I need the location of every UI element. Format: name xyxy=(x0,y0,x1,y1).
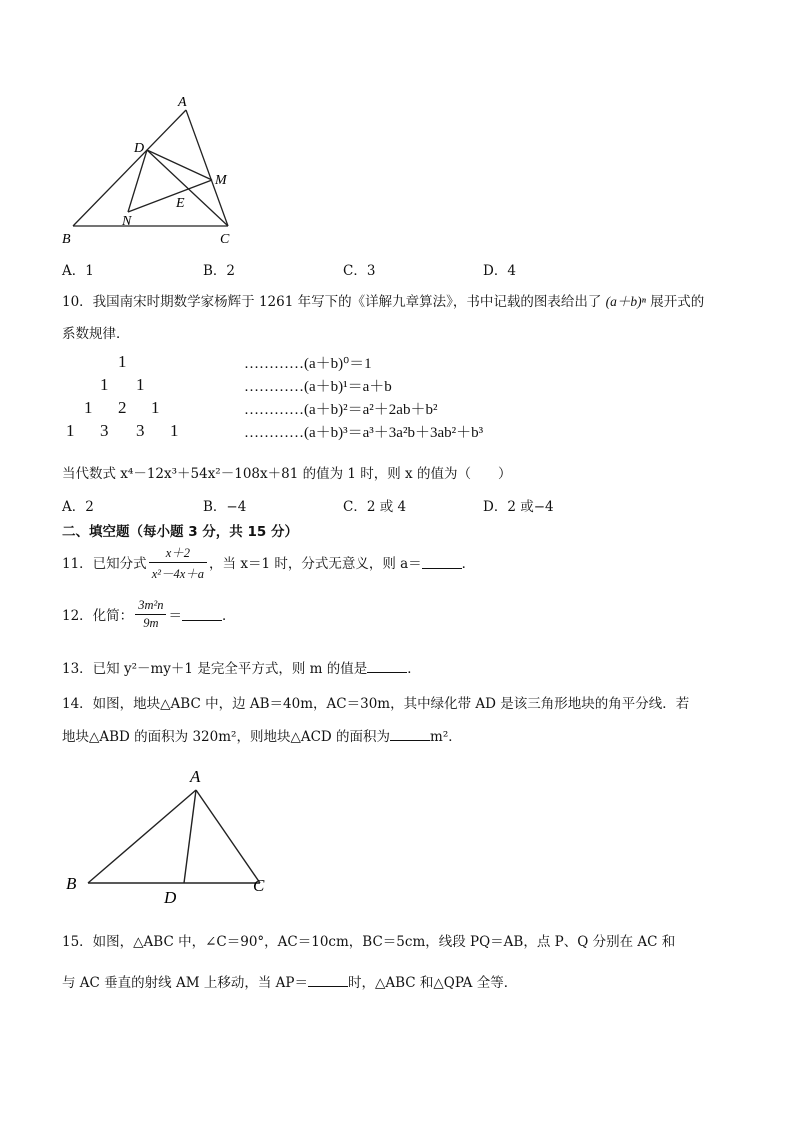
q13-answer-blank[interactable] xyxy=(367,660,407,673)
pascal-row3-col3: 1 xyxy=(170,421,179,440)
q13 xyxy=(62,657,421,677)
q11-answer-blank[interactable] xyxy=(422,556,462,569)
q10-stem-line2: 系数规律． xyxy=(62,326,130,342)
q12-end: ． xyxy=(221,608,236,624)
q10-stem-line1 xyxy=(62,290,704,310)
q9-option-d[interactable]: D．4 xyxy=(483,263,516,279)
q15-line2 xyxy=(62,971,517,991)
expansion-2: …………(a＋b)²＝a²＋2ab＋b² xyxy=(244,402,438,418)
q10-stem-end: 展开式的 xyxy=(650,294,705,310)
q9-option-b[interactable]: B．2 xyxy=(203,263,236,279)
q12 xyxy=(62,595,235,633)
q10-option-c[interactable]: C．2 或 4 xyxy=(343,499,407,515)
q14-label-A: A xyxy=(190,767,201,786)
pascal-row3-col0: 1 xyxy=(66,421,75,440)
q12-fraction xyxy=(135,598,166,631)
q11-frac-numerator: x＋2 xyxy=(149,543,207,563)
q14-bisector-AD xyxy=(184,790,196,883)
q14-line1: 14．如图，地块△ABC 中，边 AB＝40m，AC＝30m，其中绿化带 AD 是该三角形地块的角平分线．若 xyxy=(62,696,690,712)
q12-frac-denominator: 9m xyxy=(143,615,159,630)
q11-fraction xyxy=(149,543,207,582)
q10-stem-text: 10．我国南宋时期数学家杨辉于 1261 年写下的《详解九章算法》，书中记载的图表给出了 xyxy=(62,294,602,310)
q10-binomial-expr: (a＋b)ⁿ xyxy=(605,294,646,309)
q9-figure xyxy=(60,92,250,252)
q9-side-AC xyxy=(186,110,228,226)
q15-line1: 15．如图，△ABC 中，∠C＝90°，AC＝10cm，BC＝5cm，线段 PQ＝AB，点 P、Q 分别在 AC 和 xyxy=(62,934,676,950)
pascal-row3-col2: 3 xyxy=(136,421,145,440)
q13-prefix: 13．已知 y²－my＋1 是完全平方式，则 m 的值是 xyxy=(62,661,368,677)
q11-end: ． xyxy=(461,556,476,572)
q9-option-a[interactable]: A．1 xyxy=(62,263,94,279)
q10-option-a[interactable]: A．2 xyxy=(62,499,94,515)
pascal-row2-col0: 1 xyxy=(84,398,93,417)
q9-label-M: M xyxy=(215,173,227,188)
q11-prefix: 11．已知分式 xyxy=(62,556,147,572)
expansion-0: …………(a＋b)⁰＝1 xyxy=(244,356,372,372)
q9-option-c[interactable]: C．3 xyxy=(343,263,376,279)
q14-label-D: D xyxy=(164,888,177,907)
q11 xyxy=(62,543,475,581)
q12-frac-numerator: 3m²n xyxy=(135,598,166,615)
q9-segment-NM xyxy=(128,180,212,212)
q11-suffix: ，当 x＝1 时，分式无意义，则 a＝ xyxy=(209,556,422,572)
pascal-triangle-figure xyxy=(62,348,542,444)
pascal-row3-col1: 3 xyxy=(100,421,109,440)
q15-line2-end: 时，△ABC 和△QPA 全等． xyxy=(347,975,518,991)
q13-end: ． xyxy=(407,661,421,677)
section2-heading: 二、填空题（每小题 3 分，共 15 分） xyxy=(62,524,298,540)
q14-side-AC xyxy=(196,790,260,883)
q9-label-C: C xyxy=(220,232,230,247)
q9-label-B: B xyxy=(62,232,71,247)
q14-line2 xyxy=(62,725,462,745)
pascal-row1-col0: 1 xyxy=(100,375,109,394)
q12-prefix: 12．化简： xyxy=(62,608,134,624)
q12-suffix: ＝ xyxy=(168,608,182,624)
q12-answer-blank[interactable] xyxy=(182,608,222,621)
q14-line2-end: m²． xyxy=(430,729,462,745)
q9-label-A: A xyxy=(178,95,187,110)
pascal-row1-col1: 1 xyxy=(136,375,145,394)
q9-label-N: N xyxy=(122,214,132,229)
pascal-row2-col2: 1 xyxy=(151,398,160,417)
expansion-1: …………(a＋b)¹＝a＋b xyxy=(244,379,392,395)
q14-answer-blank[interactable] xyxy=(390,728,430,741)
q14-label-C: C xyxy=(253,876,265,895)
q15-answer-blank[interactable] xyxy=(308,974,348,987)
q14-figure xyxy=(60,762,280,912)
q15-line2-prefix: 与 AC 垂直的射线 AM 上移动，当 AP＝ xyxy=(62,975,308,991)
q9-segment-DC xyxy=(147,150,228,226)
q10-option-b[interactable]: B．−4 xyxy=(203,499,247,515)
q9-label-E: E xyxy=(176,196,185,211)
q14-line2-prefix: 地块△ABD 的面积为 320m²，则地块△ACD 的面积为 xyxy=(62,729,391,745)
q14-label-B: B xyxy=(66,874,77,893)
q9-label-D: D xyxy=(134,141,145,156)
q10-question: 当代数式 x⁴－12x³＋54x²－108x＋81 的值为 1 时，则 x 的值为（ ） xyxy=(62,466,512,482)
pascal-row0-col0: 1 xyxy=(118,352,127,371)
q14-side-AB xyxy=(88,790,196,883)
expansion-3: …………(a＋b)³＝a³＋3a²b＋3ab²＋b³ xyxy=(244,425,484,441)
q10-option-d[interactable]: D．2 或−4 xyxy=(483,499,554,515)
pascal-row2-col1: 2 xyxy=(118,398,127,417)
q11-frac-denominator: x²－4x＋a xyxy=(151,566,205,581)
